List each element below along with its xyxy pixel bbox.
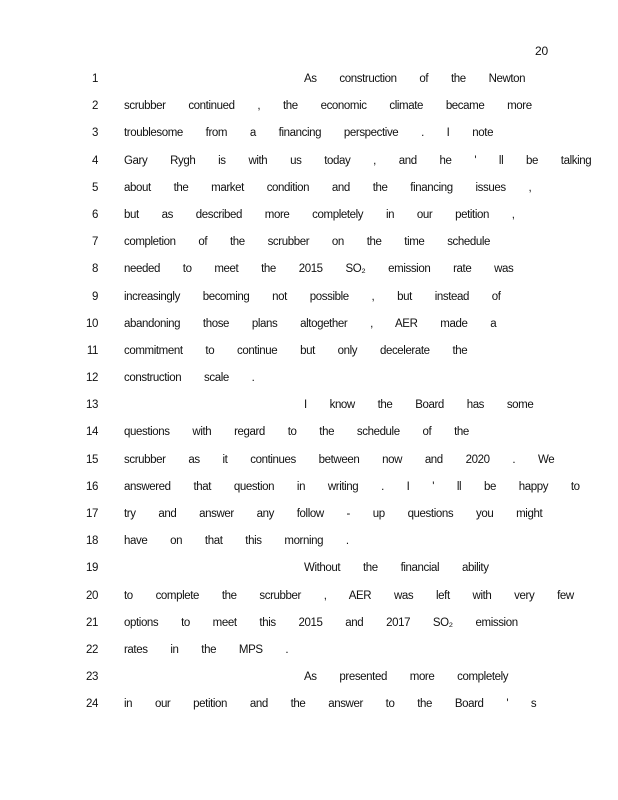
- line-number: 13: [86, 399, 98, 412]
- line-number: 21: [86, 616, 98, 629]
- transcript-line: [0, 642, 618, 669]
- line-text: to complete the scrubber , AER was left with very few: [124, 589, 574, 602]
- line-number: 18: [86, 535, 98, 548]
- line-number: 23: [86, 671, 98, 684]
- transcript-line: [0, 560, 618, 587]
- line-number: 8: [92, 263, 98, 276]
- line-text: but as described more completely in our petition ,: [124, 208, 515, 221]
- page-number: 20: [535, 44, 548, 58]
- line-text: construction scale .: [124, 372, 255, 385]
- line-number: 17: [86, 508, 98, 520]
- line-text: answered that question in writing . I ' ll be happy to: [124, 480, 580, 493]
- line-text: scrubber continued , the economic climate became more: [124, 100, 532, 113]
- line-number: 3: [92, 127, 98, 140]
- line-number: 14: [86, 426, 98, 439]
- transcript-line: [0, 207, 618, 234]
- transcript-line: [0, 125, 618, 152]
- line-text: try and answer any follow - up questions you might: [124, 508, 543, 520]
- line-text: As presented more completely: [304, 671, 509, 684]
- transcript-line: [0, 669, 618, 696]
- line-text: about the market condition and the financing issues ,: [124, 181, 532, 194]
- transcript-line: [0, 424, 618, 451]
- transcript-line: [0, 452, 618, 479]
- transcript-line: [0, 615, 618, 642]
- line-number: 7: [92, 236, 98, 249]
- transcript-line: [0, 370, 618, 397]
- transcript-body: [0, 71, 618, 724]
- line-text: Gary Rygh is with us today , and he ' ll be talking: [124, 154, 592, 167]
- transcript-line: [0, 180, 618, 207]
- line-number: 4: [92, 154, 98, 167]
- transcript-line: [0, 343, 618, 370]
- transcript-line: [0, 397, 618, 424]
- line-number: 5: [92, 181, 98, 194]
- line-number: 20: [86, 589, 98, 602]
- line-number: 9: [92, 290, 98, 303]
- line-number: 16: [86, 480, 98, 493]
- line-text: abandoning those plans altogether , AER made a: [124, 317, 497, 330]
- line-text: Without the financial ability: [304, 562, 489, 575]
- line-number: 22: [86, 643, 98, 656]
- transcript-line: [0, 696, 618, 723]
- transcript-line: [0, 261, 618, 288]
- line-text: in our petition and the answer to the Board ' s: [124, 698, 537, 711]
- line-number: 15: [86, 453, 98, 466]
- line-text: scrubber as it continues between now and 2020 . We: [124, 453, 555, 466]
- transcript-line: [0, 533, 618, 560]
- line-text: rates in the MPS .: [124, 643, 289, 656]
- transcript-line: [0, 289, 618, 316]
- transcript-line: [0, 153, 618, 180]
- transcript-line: [0, 234, 618, 261]
- line-text: troublesome from a financing perspective . I note: [124, 127, 494, 140]
- line-text: options to meet this 2015 and 2017 SO₂ emission: [124, 616, 518, 629]
- transcript-line: [0, 71, 618, 98]
- line-text: have on that this morning .: [124, 535, 349, 548]
- line-number: 10: [86, 317, 98, 330]
- transcript-line: [0, 506, 618, 533]
- line-text: commitment to continue but only decelerate the: [124, 344, 468, 357]
- transcript-line: [0, 98, 618, 125]
- line-number: 2: [92, 100, 98, 113]
- line-number: 11: [86, 344, 98, 357]
- line-text: increasingly becoming not possible , but instead of: [124, 290, 501, 303]
- line-number: 12: [86, 372, 98, 385]
- line-text: As construction of the Newton: [304, 73, 526, 85]
- transcript-line: [0, 479, 618, 506]
- line-number: 1: [92, 73, 98, 85]
- transcript-line: [0, 588, 618, 615]
- line-number: 24: [86, 698, 98, 711]
- line-number: 6: [92, 208, 98, 221]
- line-text: I know the Board has some: [304, 399, 534, 412]
- line-text: needed to meet the 2015 SO₂ emission rate was: [124, 263, 514, 276]
- line-text: questions with regard to the schedule of the: [124, 426, 469, 439]
- transcript-line: [0, 316, 618, 343]
- line-text: completion of the scrubber on the time schedule: [124, 236, 491, 249]
- line-number: 19: [86, 562, 98, 575]
